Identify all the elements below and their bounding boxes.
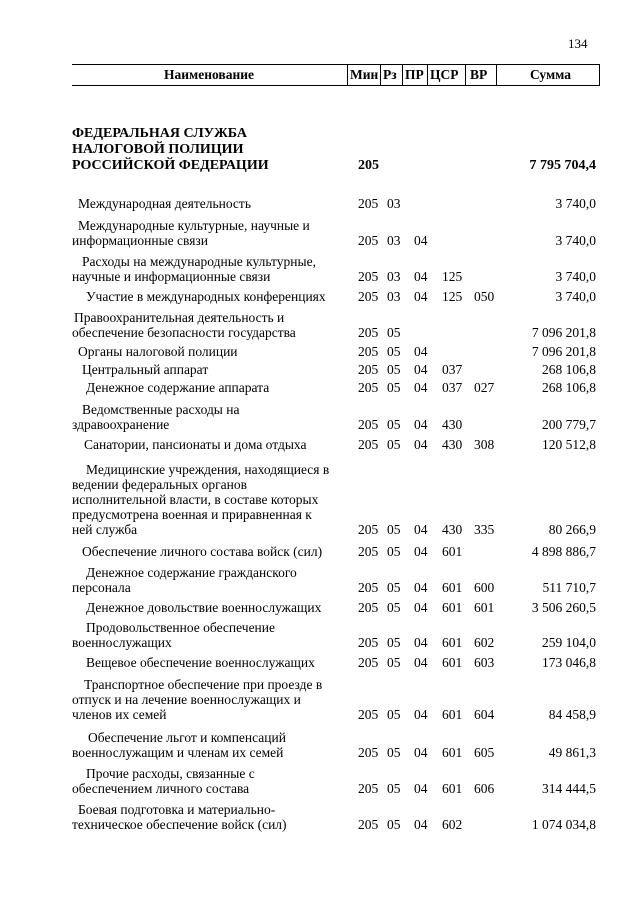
row-rz: 05 — [387, 817, 401, 832]
row-sum: 268 106,8 — [542, 380, 596, 395]
table-row — [0, 462, 640, 537]
table-row — [0, 600, 640, 615]
row-name: Центральный аппарат — [82, 362, 209, 377]
row-min: 205 — [358, 544, 379, 559]
row-min: 205 — [358, 417, 379, 432]
row-min: 205 — [358, 269, 379, 284]
row-pr: 04 — [414, 269, 428, 284]
row-vr: 603 — [474, 655, 495, 670]
row-csr: 037 — [442, 362, 463, 377]
row-pr: 04 — [414, 781, 428, 796]
row-min: 205 — [358, 600, 379, 615]
row-rz: 05 — [387, 417, 401, 432]
row-csr: 601 — [442, 707, 463, 722]
table-row — [0, 655, 640, 670]
row-pr: 04 — [414, 580, 428, 595]
row-csr: 125 — [442, 289, 463, 304]
row-rz: 05 — [387, 745, 401, 760]
row-sum: 3 740,0 — [555, 269, 596, 284]
row-rz: 05 — [387, 380, 401, 395]
table-row — [0, 196, 640, 211]
row-csr: 601 — [442, 781, 463, 796]
row-vr: 335 — [474, 522, 495, 537]
row-sum: 3 506 260,5 — [531, 600, 596, 615]
row-pr: 04 — [414, 362, 428, 377]
row-min: 205 — [358, 437, 379, 452]
row-rz: 05 — [387, 325, 401, 340]
table-row — [0, 126, 640, 174]
row-pr: 04 — [414, 417, 428, 432]
row-pr: 04 — [414, 380, 428, 395]
row-vr: 604 — [474, 707, 495, 722]
row-name: Обеспечение личного состава войск (сил) — [82, 544, 323, 559]
row-rz: 05 — [387, 635, 401, 650]
row-csr: 601 — [442, 600, 463, 615]
row-name: Правоохранительная деятельность и обеспечение безопасности государства — [72, 310, 296, 340]
row-sum: 511 710,7 — [542, 580, 596, 595]
row-sum: 7 795 704,4 — [529, 158, 596, 173]
row-csr: 601 — [442, 655, 463, 670]
row-pr: 04 — [414, 707, 428, 722]
table-row — [0, 344, 640, 359]
table-row — [0, 254, 640, 284]
row-csr: 601 — [442, 544, 463, 559]
table-row — [0, 380, 640, 395]
row-sum: 3 740,0 — [555, 289, 596, 304]
row-csr: 125 — [442, 269, 463, 284]
row-pr: 04 — [414, 437, 428, 452]
row-name: Транспортное обеспечение при проезде в отпуск и на лечение военнослужащих и членов их семей — [72, 677, 323, 722]
row-name: Денежное довольствие военнослужащих — [86, 600, 322, 615]
row-sum: 7 096 201,8 — [531, 325, 596, 340]
row-sum: 3 740,0 — [555, 196, 596, 211]
row-pr: 04 — [414, 289, 428, 304]
row-sum: 173 046,8 — [542, 655, 596, 670]
header-min: Мин — [350, 67, 379, 82]
row-csr: 430 — [442, 522, 463, 537]
row-vr: 308 — [474, 437, 495, 452]
row-name: Санатории, пансионаты и дома отдыха — [84, 437, 307, 452]
table-row — [0, 802, 640, 832]
row-min: 205 — [358, 817, 379, 832]
row-rz: 03 — [387, 269, 401, 284]
row-min: 205 — [358, 522, 379, 537]
header-sum: Сумма — [530, 67, 572, 82]
row-rz: 03 — [387, 289, 401, 304]
row-csr: 601 — [442, 580, 463, 595]
row-name: Продовольственное обеспечение военнослужащих — [72, 620, 275, 650]
row-sum: 314 444,5 — [542, 781, 596, 796]
header-rz: Рз — [383, 67, 397, 82]
row-sum: 120 512,8 — [542, 437, 596, 452]
table-row — [0, 677, 640, 722]
row-rz: 05 — [387, 655, 401, 670]
row-sum: 7 096 201,8 — [531, 344, 596, 359]
row-name: Участие в международных конференциях — [86, 289, 326, 304]
row-vr: 605 — [474, 745, 495, 760]
row-name: Обеспечение льгот и компенсаций военнослужащим и членам их семей — [72, 730, 286, 760]
row-sum: 259 104,0 — [542, 635, 596, 650]
row-sum: 4 898 886,7 — [531, 544, 596, 559]
table-row — [0, 766, 640, 796]
row-min: 205 — [358, 781, 379, 796]
table-row — [0, 289, 640, 304]
row-name: Денежное содержание гражданского персонала — [72, 565, 297, 595]
row-vr: 602 — [474, 635, 495, 650]
row-csr: 602 — [442, 817, 463, 832]
row-rz: 05 — [387, 522, 401, 537]
row-min: 205 — [358, 196, 379, 211]
table-row — [0, 310, 640, 340]
table-row — [0, 437, 640, 452]
row-vr: 601 — [474, 600, 495, 615]
row-name: ФЕДЕРАЛЬНАЯ СЛУЖБА НАЛОГОВОЙ ПОЛИЦИИ РОССИЙСКОЙ ФЕДЕРАЦИИ — [72, 126, 269, 173]
row-min: 205 — [358, 707, 379, 722]
row-min: 205 — [358, 362, 379, 377]
table-row — [0, 565, 640, 595]
table-row — [0, 620, 640, 650]
row-pr: 04 — [414, 655, 428, 670]
header-vr: ВР — [470, 67, 488, 82]
header-pr: ПР — [405, 67, 424, 82]
row-min: 205 — [358, 580, 379, 595]
row-min: 205 — [358, 655, 379, 670]
header-name: Наименование — [164, 67, 254, 82]
row-min: 205 — [358, 635, 379, 650]
row-pr: 04 — [414, 344, 428, 359]
row-csr: 601 — [442, 635, 463, 650]
row-name: Ведомственные расходы на здравоохранение — [72, 402, 240, 432]
row-rz: 05 — [387, 707, 401, 722]
row-pr: 04 — [414, 635, 428, 650]
row-csr: 037 — [442, 380, 463, 395]
row-rz: 05 — [387, 580, 401, 595]
row-name: Денежное содержание аппарата — [86, 380, 270, 395]
header-csr: ЦСР — [430, 67, 459, 82]
row-min: 205 — [358, 289, 379, 304]
row-rz: 05 — [387, 544, 401, 559]
table-row — [0, 218, 640, 248]
row-pr: 04 — [414, 817, 428, 832]
row-csr: 430 — [442, 437, 463, 452]
row-sum: 1 074 034,8 — [531, 817, 596, 832]
row-rz: 03 — [387, 233, 401, 248]
row-csr: 430 — [442, 417, 463, 432]
row-sum: 80 266,9 — [548, 522, 596, 537]
table-row — [0, 544, 640, 559]
row-pr: 04 — [414, 233, 428, 248]
row-name: Боевая подготовка и материально- техническое обеспечение войск (сил) — [72, 802, 287, 832]
row-name: Международные культурные, научные и информационные связи — [72, 218, 310, 248]
row-name: Расходы на международные культурные, научные и информационные связи — [72, 254, 316, 284]
table-row — [0, 362, 640, 377]
table-row — [0, 730, 640, 760]
row-name: Вещевое обеспечение военнослужащих — [86, 655, 315, 670]
row-name: Прочие расходы, связанные с обеспечением личного состава — [72, 766, 255, 796]
row-rz: 05 — [387, 600, 401, 615]
row-pr: 04 — [414, 522, 428, 537]
row-vr: 600 — [474, 580, 495, 595]
row-csr: 601 — [442, 745, 463, 760]
row-sum: 268 106,8 — [542, 362, 596, 377]
table-row — [0, 402, 640, 432]
row-min: 205 — [358, 325, 379, 340]
row-name: Органы налоговой полиции — [78, 344, 238, 359]
row-pr: 04 — [414, 745, 428, 760]
row-min: 205 — [358, 233, 379, 248]
page-number: 134 — [568, 36, 588, 51]
row-name: Медицинские учреждения, находящиеся в ведении федеральных органов исполнительной власти, в составе которых предусмотрена военная и приравненная к ней служба — [72, 462, 330, 537]
row-pr: 04 — [414, 544, 428, 559]
row-rz: 05 — [387, 362, 401, 377]
row-min: 205 — [358, 380, 379, 395]
row-name: Международная деятельность — [78, 196, 251, 211]
row-vr: 050 — [474, 289, 495, 304]
row-vr: 606 — [474, 781, 495, 796]
row-rz: 05 — [387, 344, 401, 359]
row-sum: 3 740,0 — [555, 233, 596, 248]
row-sum: 200 779,7 — [542, 417, 596, 432]
row-min: 205 — [358, 158, 379, 173]
row-vr: 027 — [474, 380, 495, 395]
row-min: 205 — [358, 745, 379, 760]
row-min: 205 — [358, 344, 379, 359]
row-rz: 05 — [387, 781, 401, 796]
row-sum: 49 861,3 — [548, 745, 596, 760]
row-sum: 84 458,9 — [548, 707, 596, 722]
row-rz: 05 — [387, 437, 401, 452]
row-pr: 04 — [414, 600, 428, 615]
row-rz: 03 — [387, 196, 401, 211]
